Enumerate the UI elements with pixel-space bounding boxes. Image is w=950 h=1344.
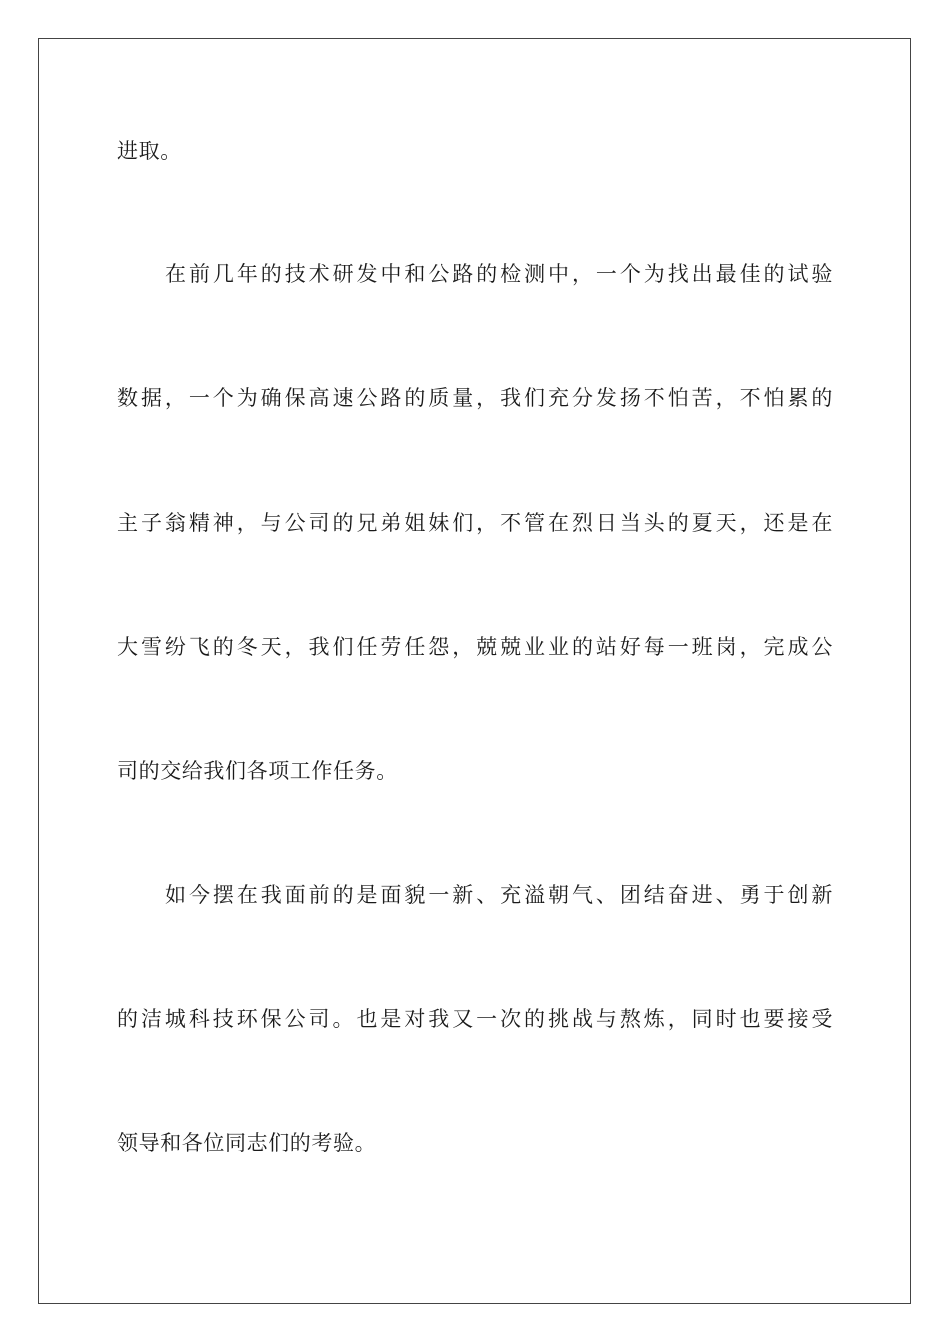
text-line: 领导和各位同志们的考验。 xyxy=(117,1131,377,1155)
paragraph-first-line: 如今摆在我面前的是面貌一新、充溢朝气、团结奋进、勇于创新 xyxy=(165,883,833,907)
text-line: 大雪纷飞的冬天，我们任劳任怨，兢兢业业的站好每一班岗，完成公 xyxy=(117,635,833,659)
page-border xyxy=(38,38,911,1304)
text-line: 的洁城科技环保公司。也是对我又一次的挑战与熬炼，同时也要接受 xyxy=(117,1007,833,1031)
text-line: 司的交给我们各项工作任务。 xyxy=(117,759,398,783)
paragraph-first-line: 在前几年的技术研发中和公路的检测中，一个为找出最佳的试验 xyxy=(165,262,833,286)
text-line: 数据，一个为确保高速公路的质量，我们充分发扬不怕苦，不怕累的 xyxy=(117,386,833,410)
text-line: 主子翁精神，与公司的兄弟姐妹们，不管在烈日当头的夏天，还是在 xyxy=(117,511,833,535)
text-line: 进取。 xyxy=(117,139,182,163)
